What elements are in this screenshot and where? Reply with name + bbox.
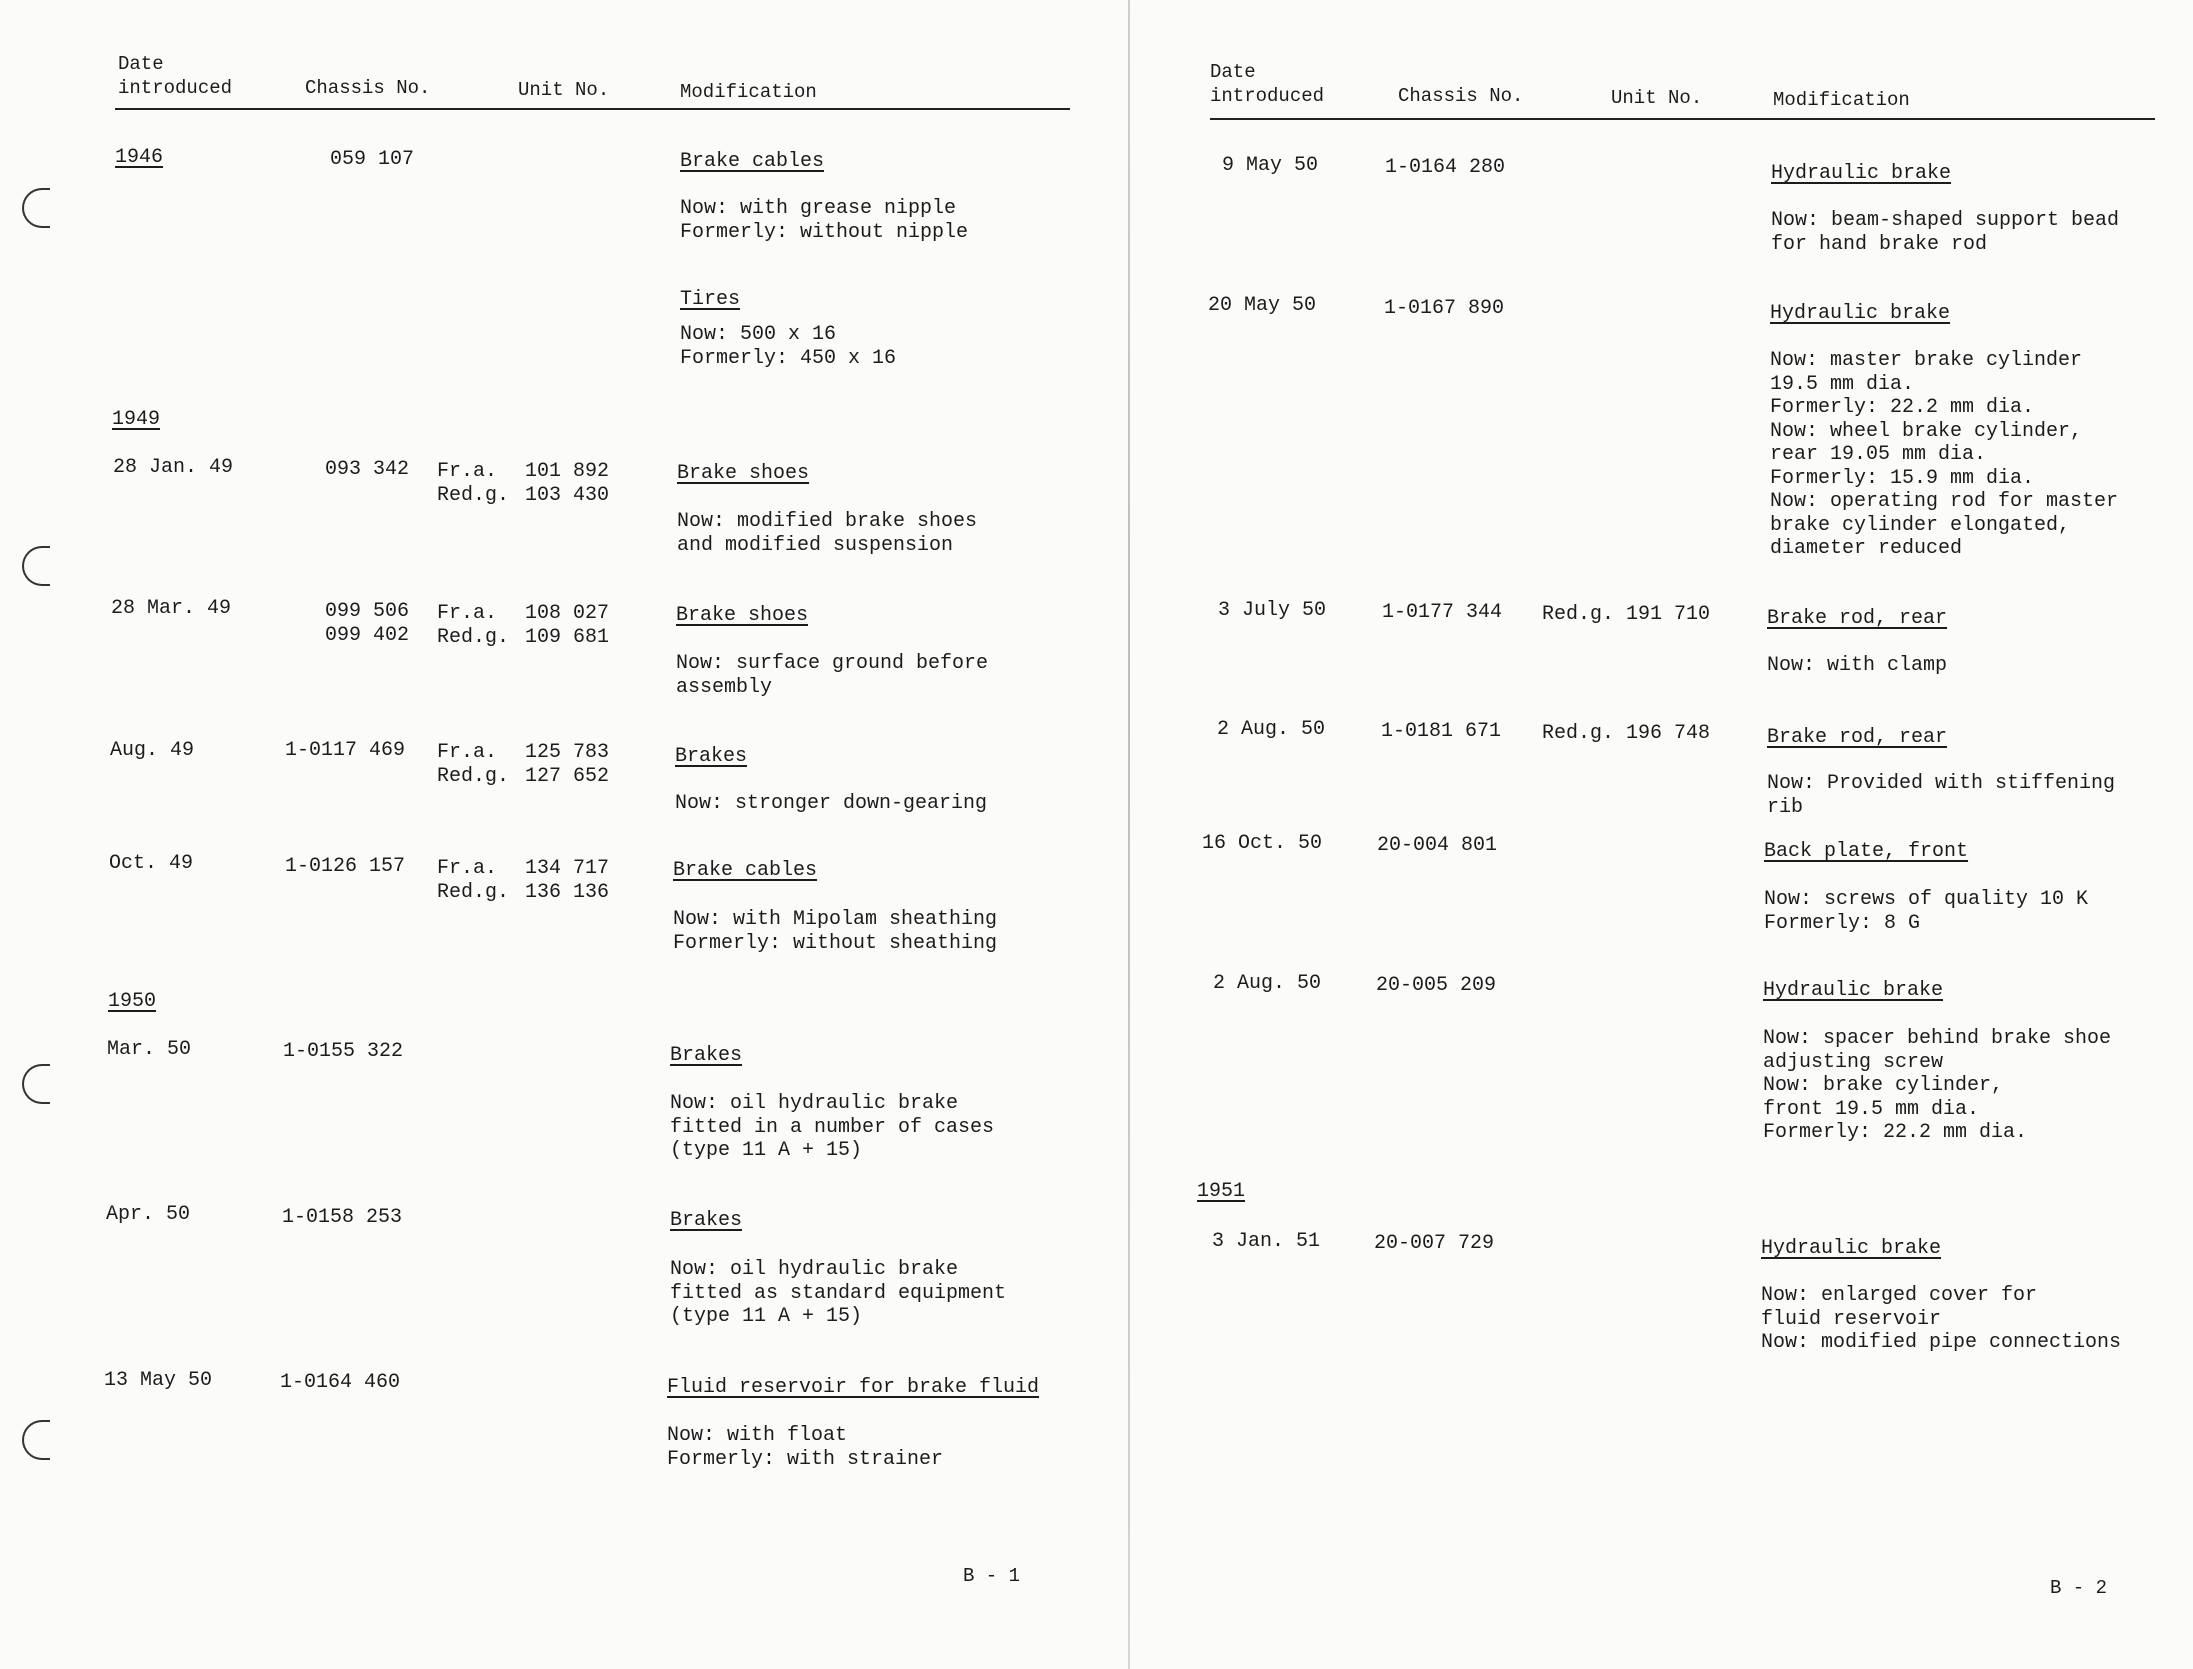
header-modification: Modification: [1773, 89, 1910, 111]
modification-title: Hydraulic brake: [1770, 302, 1951, 325]
unit-type: Fr.a. Red.g.: [437, 741, 510, 788]
header-chassis: Chassis No.: [1398, 85, 1524, 107]
chassis-no: 20-007 729: [1374, 1232, 1495, 1255]
modification-title: Hydraulic brake: [1771, 162, 1952, 185]
modification-title: Brake rod, rear: [1767, 607, 1948, 630]
year-label: 1951: [1197, 1180, 1246, 1203]
chassis-no: 1-0177 344: [1382, 601, 1503, 624]
header-unit: Unit No.: [1611, 87, 1703, 109]
header-rule: [115, 108, 1070, 110]
date-introduced: Mar. 50: [107, 1038, 192, 1061]
header-modification: Modification: [680, 81, 817, 103]
modification-text: Now: screws of quality 10 K Formerly: 8 G: [1764, 888, 2089, 935]
modification-text: Now: with Mipolam sheathing Formerly: without sheathing: [673, 908, 998, 955]
chassis-no: 1-0158 253: [282, 1206, 403, 1229]
date-introduced: 3 Jan. 51: [1212, 1230, 1321, 1253]
modification-text: Now: 500 x 16 Formerly: 450 x 16: [680, 323, 897, 370]
unit-no: 134 717 136 136: [525, 857, 610, 904]
modification-title: Brake shoes: [676, 604, 809, 627]
header-date: Date introduced: [118, 53, 233, 99]
modification-text: Now: oil hydraulic brake fitted in a number of cases (type 11 A + 15): [670, 1092, 995, 1162]
page-number: B - 1: [963, 1565, 1021, 1587]
date-introduced: 16 Oct. 50: [1202, 832, 1323, 855]
modification-text: Now: with float Formerly: with strainer: [667, 1424, 944, 1471]
modification-text: Now: spacer behind brake shoe adjusting screw Now: brake cylinder, front 19.5 mm dia. Formerly: 22.2 mm dia.: [1763, 1027, 2112, 1144]
header-unit: Unit No.: [518, 79, 610, 101]
date-introduced: 2 Aug. 50: [1217, 718, 1326, 741]
modification-text: Now: master brake cylinder 19.5 mm dia. Formerly: 22.2 mm dia. Now: wheel brake cylinder, rear 19.05 mm dia. Formerly: 15.9 mm dia. Now: operating rod for master brake cylinder elongated, diameter reduced: [1770, 349, 2119, 560]
modification-title: Brakes: [670, 1209, 743, 1232]
chassis-no: 1-0164 280: [1385, 156, 1506, 179]
year-label: 1950: [108, 990, 157, 1013]
unit-no: 101 892 103 430: [525, 460, 610, 507]
date-introduced: 3 July 50: [1218, 599, 1327, 622]
year-label: 1946: [115, 146, 164, 169]
header-rule: [1210, 118, 2155, 120]
punch-hole: [22, 546, 50, 586]
date-introduced: 28 Mar. 49: [111, 597, 232, 620]
punch-hole: [22, 188, 50, 228]
unit-no: 108 027 109 681: [525, 602, 610, 649]
modification-title: Back plate, front: [1764, 840, 1969, 863]
modification-title: Brake shoes: [677, 462, 810, 485]
modification-title: Brakes: [675, 745, 748, 768]
punch-hole: [22, 1420, 50, 1460]
chassis-no: 1-0155 322: [283, 1040, 404, 1063]
modification-text: Now: beam-shaped support bead for hand brake rod: [1771, 209, 2120, 256]
date-introduced: 20 May 50: [1208, 294, 1317, 317]
modification-text: Now: stronger down-gearing: [675, 792, 988, 815]
date-introduced: 9 May 50: [1222, 154, 1319, 177]
punch-hole: [22, 1064, 50, 1104]
modification-text: Now: modified brake shoes and modified suspension: [677, 510, 978, 557]
chassis-no: 1-0117 469: [285, 739, 406, 762]
header-date: Date introduced: [1210, 61, 1325, 107]
modification-title: Fluid reservoir for brake fluid: [667, 1376, 1040, 1399]
modification-text: Now: surface ground before assembly: [676, 652, 989, 699]
chassis-no: 20-005 209: [1376, 974, 1497, 997]
unit-type: Fr.a. Red.g.: [437, 460, 510, 507]
chassis-no: 1-0167 890: [1384, 297, 1505, 320]
modification-title: Hydraulic brake: [1763, 979, 1944, 1002]
modification-title: Brake rod, rear: [1767, 726, 1948, 749]
date-introduced: 13 May 50: [104, 1369, 213, 1392]
unit-type: Fr.a. Red.g.: [437, 857, 510, 904]
modification-text: Now: oil hydraulic brake fitted as standard equipment (type 11 A + 15): [670, 1258, 1007, 1328]
modification-text: Now: with clamp: [1767, 654, 1948, 677]
chassis-no: 1-0126 157: [285, 855, 406, 878]
modification-title: Tires: [680, 288, 741, 311]
chassis-no: 059 107: [330, 148, 415, 171]
chassis-no: 093 342: [325, 458, 410, 481]
unit-type: Fr.a. Red.g.: [437, 602, 510, 649]
modification-text: Now: Provided with stiffening rib: [1767, 772, 2116, 819]
modification-title: Brakes: [670, 1044, 743, 1067]
modification-title: Hydraulic brake: [1761, 1237, 1942, 1260]
chassis-no: 1-0181 671: [1381, 720, 1502, 743]
chassis-no: 1-0164 460: [280, 1371, 401, 1394]
modification-title: Brake cables: [673, 859, 818, 882]
date-introduced: Apr. 50: [106, 1203, 191, 1226]
unit-no: 125 783 127 652: [525, 741, 610, 788]
date-introduced: Oct. 49: [109, 852, 194, 875]
year-label: 1949: [112, 408, 161, 431]
date-introduced: 2 Aug. 50: [1213, 972, 1322, 995]
modification-title: Brake cables: [680, 150, 825, 173]
header-chassis: Chassis No.: [305, 77, 431, 99]
right-page: [1130, 0, 2193, 1669]
modification-text: Now: with grease nipple Formerly: without nipple: [680, 197, 969, 244]
modification-text: Now: enlarged cover for fluid reservoir Now: modified pipe connections: [1761, 1284, 2122, 1354]
date-introduced: Aug. 49: [110, 739, 195, 762]
date-introduced: 28 Jan. 49: [113, 456, 234, 479]
unit-no: Red.g. 191 710: [1542, 603, 1711, 626]
chassis-no: 20-004 801: [1377, 834, 1498, 857]
page-number: B - 2: [2050, 1577, 2108, 1599]
chassis-no: 099 506 099 402: [325, 600, 410, 647]
unit-no: Red.g. 196 748: [1542, 722, 1711, 745]
